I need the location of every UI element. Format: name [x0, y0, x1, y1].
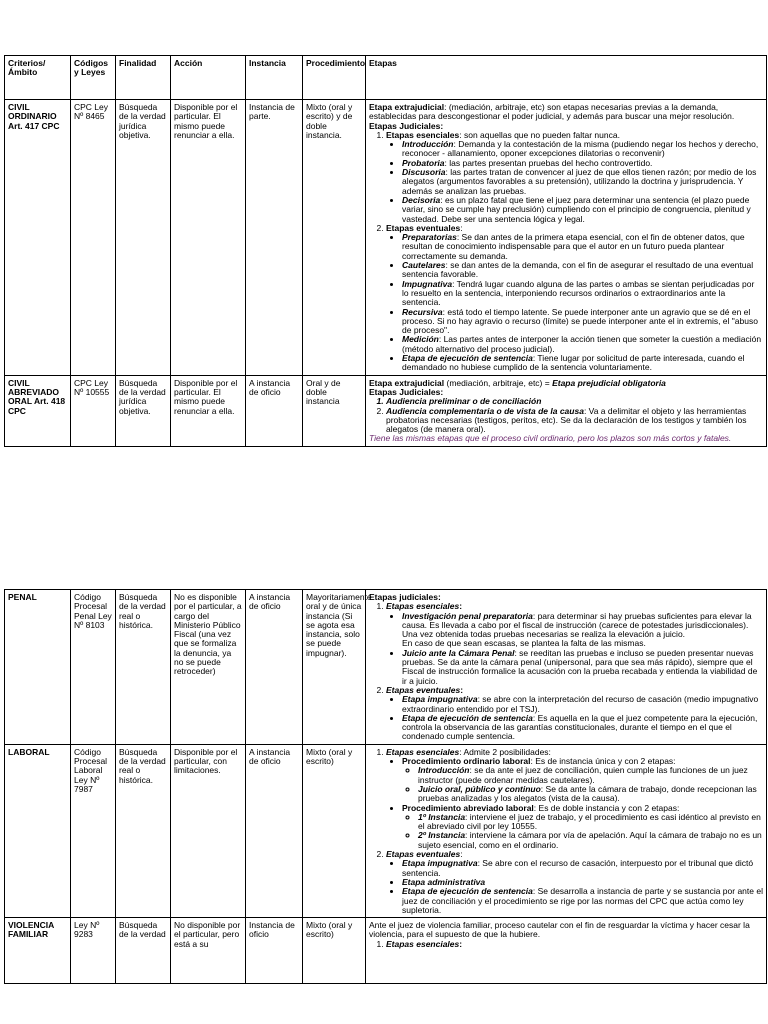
ambito-cell: CIVIL ABREVIADO ORAL Art. 418 CPC	[5, 375, 71, 446]
etapas-cell	[366, 744, 767, 917]
instancia-cell: A instancia de oficio	[246, 744, 303, 917]
finalidad-cell: Búsqueda de la verdad jurídica objetiva.	[116, 100, 171, 376]
list-item: • Medición: Las partes antes de interponer la acción tienen que someter la cuestión a mediación (método alternativo del proceso judicial).	[402, 335, 763, 354]
header-finalidad: Finalidad	[116, 56, 171, 100]
row-civil-abreviado	[5, 375, 767, 446]
list-item: ◦ 2º Instancia: interviene la cámara por vía de apelación. Aquí la cámara de trabajo no es un sujeto esencial, como en el ordinario.	[418, 831, 763, 850]
row-penal	[5, 590, 767, 745]
header-accion: Acción	[171, 56, 246, 100]
procedimiento-cell: Mixto (oral y escrito)	[303, 744, 366, 917]
codigo-cell: Código Procesal Laboral Ley Nº 7987	[71, 744, 116, 917]
ambito-cell: LABORAL	[5, 744, 71, 917]
instancia-cell: Instancia de oficio	[246, 918, 303, 984]
list-item: 1. Etapas esenciales:	[386, 940, 763, 949]
list-item: • Procedimiento abreviado laboral: Es de doble instancia y con 2 etapas: ◦ 1º Instancia: interviene el juez de trabajo, y el procedimiento es casi idéntico al previsto en el abreviado civil por ley 10555. ◦ 2º Instancia: interviene la cámara por vía de apelación. Aquí la cámara de trabajo no es un sujeto esencial, como en el ordinario.	[402, 804, 763, 850]
list-item: • Etapa de ejecución de sentencia: Se desarrolla a instancia de parte y se sustancia por ante el juez de conciliación y el procedimiento se rige por las normas del CPC que actúa como ley supletoria.	[402, 887, 763, 915]
list-item: 2. Etapas eventuales: • Etapa impugnativa: Se abre con el recurso de casación, interpuesto por el tribunal que dictó sentencia. • Etapa administrativa • Etapa de ejecución de sentencia: Se desarrolla a instancia de parte y se sustancia por ante el juez de conciliación y el procedimiento se rige por las normas del CPC que actúa como ley supletoria.	[386, 850, 763, 915]
etapas-cell	[366, 100, 767, 376]
etapas-cell: Etapas judiciales: 1. Etapas esenciales: • Investigación penal preparatoria: para determinar si hay pruebas suficientes para elevar la causa. Es llevada a cabo por el fiscal de instrucción (carece de potestades jurisdiccionales). Una vez obtenida todas pruebas necesarias se realiza la elevación a juicio. En caso de que sean escasas, se plantea la falta de las mismas. • Juicio ante la Cámara Penal: se reeditan las pruebas e incluso se pueden presentar nuevas pruebas. Se da ante la cámara penal (unipersonal, para que sea más rápido), siempre que el Fiscal de instrucción formalice la acusación con la prueba recabada y entienda la viabilidad de ir a juicio. 2. Etapas eventuales: • Etapa impugnativa: se abre con la interpretación del recurso de casación (medio impugnativo extraordinario entendido por el TSJ). • Etapa de ejecución de sentencia: Es aquella en la que el juez competente para la ejecución, controla la observancia de las garantías constitucionales, durante el tiempo en el que el condenado cumple sentencia.	[366, 590, 767, 745]
etapas-list	[369, 397, 763, 434]
list-item: • Probatoria: las partes presentan pruebas del hecho controvertido.	[402, 159, 763, 168]
list-item: • Recursiva: está todo el tiempo latente. Se puede interponer ante un agravio que se dé en el proceso. Si no hay agravio o recurso (límite) se puede interponer ante el in extremis, el "abuso de proceso".	[402, 308, 763, 336]
list-item: • Etapa de ejecución de sentencia: Tiene lugar por solicitud de parte interesada, cuando el demandado no hubiese cumplido de la sentencia voluntariamente.	[402, 354, 763, 373]
accion-cell: Disponible por el particular, con limitaciones.	[171, 744, 246, 917]
codigo-cell: Código Procesal Penal Ley Nº 8103	[71, 590, 116, 745]
list-item: 1. Etapas esenciales: Admite 2 posibilidades: • Procedimiento ordinario laboral: Es de instancia única y con 2 etapas: ◦ Introducción: se da ante el juez de conciliación, quien cumple las funciones de un juez instructor (puede ordenar medidas cautelares). ◦ Juicio oral, público y continuo: Se da ante la cámara de trabajo, donde recepcionan las pruebas analizadas y los alegatos (vista de la causa). • Procedimiento abreviado laboral: Es de doble instancia y con 2 etapas: ◦ 1º Instancia: interviene el juez de trabajo, y el procedimiento es casi idéntico al previsto en el abreviado civil por ley 10555. ◦ 2º Instancia: interviene la cámara por vía de apelación. Aquí la cámara de trabajo no es un sujeto esencial, como en el ordinario.	[386, 748, 763, 850]
ambito-cell: VIOLENCIA FAMILIAR	[5, 918, 71, 984]
accion-cell: Disponible por el particular. El mismo puede renunciar a ella.	[171, 375, 246, 446]
header-procedimiento: Procedimiento	[303, 56, 366, 100]
list-item: • Procedimiento ordinario laboral: Es de instancia única y con 2 etapas: ◦ Introducción: se da ante el juez de conciliación, quien cumple las funciones de un juez instructor (puede ordenar medidas cautelares). ◦ Juicio oral, público y continuo: Se da ante la cámara de trabajo, donde recepcionan las pruebas analizadas y los alegatos (vista de la causa).	[402, 757, 763, 803]
instancia-cell: Instancia de parte.	[246, 100, 303, 376]
procedimiento-cell: Mixto (oral y escrito) y de doble instancia.	[303, 100, 366, 376]
accion-cell: No disponible por el particular, pero está a su	[171, 918, 246, 984]
list-item: • Discusoria: las partes tratan de convencer al juez de que ellos tienen razón; por medio de los alegatos (argumentos favorables a su pretensión), utilizando la doctrina y jurisprudencia. Y además se analizan las pruebas.	[402, 168, 763, 196]
list-item: 1. Etapas esenciales: son aquellas que no pueden faltar nunca. • Introducción: Demanda y la contestación de la misma (pudiendo negar los hechos y derecho, reconocer - allanamiento, oponer excepciones dilatorias o reconvenir) • Probatoria: las partes presentan pruebas del hecho controvertido. • Discusoria: las partes tratan de convencer al juez de que ellos tienen razón; por medio de los alegatos (argumentos favorables a su pretensión), utilizando la doctrina y jurisprudencia. Y además se analizan las pruebas. • Decisoria: es un plazo fatal que tiene el juez para determinar una sentencia (el plazo puede variar, sino se cumple hay preclusión) cumpliendo con el principio de congruencia, plenitud y vastedad. Debe ser una sentencia lógica y legal.	[386, 131, 763, 224]
list-item: ◦ Juicio oral, público y continuo: Se da ante la cámara de trabajo, donde recepcionan las pruebas analizadas y los alegatos (vista de la causa).	[418, 785, 763, 804]
header-ambito: Criterios/ Ámbito	[5, 56, 71, 100]
list-item: ◦ Introducción: se da ante el juez de conciliación, quien cumple las funciones de un juez instructor (puede ordenar medidas cautelares).	[418, 766, 763, 785]
header-codigos: Códigos y Leyes	[71, 56, 116, 100]
etapas-list	[369, 940, 763, 949]
list-item: • Etapa impugnativa: Se abre con el recurso de casación, interpuesto por el tribunal que dictó sentencia.	[402, 859, 763, 878]
ambito-cell: PENAL	[5, 590, 71, 745]
codigo-cell: Ley Nº 9283	[71, 918, 116, 984]
header-row	[5, 56, 767, 100]
instancia-cell: A instancia de oficio	[246, 375, 303, 446]
list-item: • Etapa impugnativa: se abre con la interpretación del recurso de casación (medio impugnativo extraordinario entendido por el TSJ).	[402, 695, 763, 714]
etapas-cell: Etapa extrajudicial (mediación, arbitraje, etc) = Etapa prejudicial obligatoria Etapas Judiciales: 1. Audiencia preliminar o de conciliación 2. Audiencia complementaria o de vista de la causa: Va a delimitar el objeto y las herramientas probatorias necesarias (testigos, peritos, etc). Se da la declaración de los testigos y también los alegatos (de manera oral). Tiene las mismas etapas que el proceso civil ordinario, pero los plazos son más cortos y fatales.	[366, 375, 767, 446]
list-item: • Etapa de ejecución de sentencia: Es aquella en la que el juez competente para la ejecución, controla la observancia de las garantías constitucionales, durante el tiempo en el que el condenado cumple sentencia.	[402, 714, 763, 742]
list-item: • Juicio ante la Cámara Penal: se reeditan las pruebas e incluso se pueden presentar nuevas pruebas. Se da ante la cámara penal (unipersonal, para que sea más rápido), siempre que el Fiscal de instrucción formalice la acusación con la prueba recabada y entienda la viabilidad de ir a juicio.	[402, 649, 763, 686]
list-item: 1. Audiencia preliminar o de conciliación	[386, 397, 763, 406]
row-laboral	[5, 744, 767, 917]
header-etapas: Etapas	[366, 56, 767, 100]
judiciales-title: Etapas Judiciales:	[369, 120, 444, 131]
row-violencia	[5, 918, 767, 984]
etapas-list	[369, 602, 763, 741]
header-instancia: Instancia	[246, 56, 303, 100]
extra-text: : (mediación, arbitraje, etc) son etapas necesarias previas a la demanda, establecidas para descongestionar el poder judicial, y además para buscar una mejor resolución.	[369, 102, 735, 122]
etapas-list	[369, 131, 763, 373]
list-item: 2. Etapas eventuales: • Preparatorias: Se dan antes de la primera etapa esencial, con el fin de obtener datos, que resultan de conocimiento indispensable para que el autor en un futuro pueda plantear correctamente su demanda. • Cautelares: se dan antes de la demanda, con el fin de asegurar el resultado de una eventual sentencia favorable. • Impugnativa: Tendrá lugar cuando alguna de las partes o ambas se sientan perjudicadas por lo resuelto en la sentencia, interponiendo recursos ordinarios o extraordinarios ante la sentencia. • Recursiva: está todo el tiempo latente. Se puede interponer ante un agravio que se dé en el proceso. Si no hay agravio o recurso (límite) se puede interponer ante el in extremis, el "abuso de proceso". • Medición: Las partes antes de interponer la acción tienen que someter la cuestión a mediación (método alternativo del proceso judicial). • Etapa de ejecución de sentencia: Tiene lugar por solicitud de parte interesada, cuando el demandado no hubiese cumplido de la sentencia voluntariamente.	[386, 224, 763, 373]
list-item: • Introducción: Demanda y la contestación de la misma (pudiendo negar los hechos y derecho, reconocer - allanamiento, oponer excepciones dilatorias o reconvenir)	[402, 140, 763, 159]
list-item: • Cautelares: se dan antes de la demanda, con el fin de asegurar el resultado de una eventual sentencia favorable.	[402, 261, 763, 280]
list-item: • Etapa administrativa	[402, 878, 763, 887]
extra-title: Etapa extrajudicial	[369, 102, 445, 112]
finalidad-cell: Búsqueda de la verdad real o histórica.	[116, 744, 171, 917]
row-civil-ordinario	[5, 100, 767, 376]
ambito-cell: CIVIL ORDINARIO Art. 417 CPC	[5, 100, 71, 376]
note-text: Tiene las mismas etapas que el proceso civil ordinario, pero los plazos son más cortos y fatales.	[369, 433, 732, 444]
list-item: • Impugnativa: Tendrá lugar cuando alguna de las partes o ambas se sientan perjudicadas por lo resuelto en la sentencia, interponiendo recursos ordinarios o extraordinarios ante la sentencia.	[402, 280, 763, 308]
etapas-list	[369, 748, 763, 915]
penal-laboral-table	[4, 589, 767, 984]
instancia-cell: A instancia de oficio	[246, 590, 303, 745]
accion-cell: No es disponible por el particular, a cargo del Ministerio Público Fiscal (una vez que se formaliza la denuncia, ya no se puede retroceder)	[171, 590, 246, 745]
list-item: • Decisoria: es un plazo fatal que tiene el juez para determinar una sentencia (el plazo puede variar, sino se cumple hay preclusión) cumpliendo con el principio de congruencia, plenitud y vastedad. Debe ser una sentencia lógica y legal.	[402, 196, 763, 224]
civil-table	[4, 55, 767, 447]
list-item: ◦ 1º Instancia: interviene el juez de trabajo, y el procedimiento es casi idéntico al previsto en el abreviado civil por ley 10555.	[418, 813, 763, 832]
procedimiento-cell: Mixto (oral y escrito)	[303, 918, 366, 984]
finalidad-cell: Búsqueda de la verdad real o histórica.	[116, 590, 171, 745]
list-item: 1. Etapas esenciales: • Investigación penal preparatoria: para determinar si hay pruebas suficientes para elevar la causa. Es llevada a cabo por el fiscal de instrucción (carece de potestades jurisdiccionales). Una vez obtenida todas pruebas necesarias se realiza la elevación a juicio. En caso de que sean escasas, se plantea la falta de las mismas. • Juicio ante la Cámara Penal: se reeditan las pruebas e incluso se pueden presentar nuevas pruebas. Se da ante la cámara penal (unipersonal, para que sea más rápido), siempre que el Fiscal de instrucción formalice la acusación con la prueba recabada y entienda la viabilidad de ir a juicio.	[386, 602, 763, 686]
list-item: • Investigación penal preparatoria: para determinar si hay pruebas suficientes para elevar la causa. Es llevada a cabo por el fiscal de instrucción (carece de potestades jurisdiccionales). Una vez obtenida todas pruebas necesarias se realiza la elevación a juicio. En caso de que sean escasas, se plantea la falta de las mismas.	[402, 612, 763, 649]
list-item: 2. Etapas eventuales: • Etapa impugnativa: se abre con la interpretación del recurso de casación (medio impugnativo extraordinario entendido por el TSJ). • Etapa de ejecución de sentencia: Es aquella en la que el juez competente para la ejecución, controla la observancia de las garantías constitucionales, durante el tiempo en el que el condenado cumple sentencia.	[386, 686, 763, 742]
list-item: 2. Audiencia complementaria o de vista de la causa: Va a delimitar el objeto y las herramientas probatorias necesarias (testigos, peritos, etc). Se da la declaración de los testigos y también los alegatos (de manera oral).	[386, 407, 763, 435]
accion-cell: Disponible por el particular. El mismo puede renunciar a ella.	[171, 100, 246, 376]
procedimiento-cell: Mayoritariamente oral y de única instancia (Si se agota esa instancia, solo se puede impugnar).	[303, 590, 366, 745]
codigo-cell: CPC Ley Nº 10555	[71, 375, 116, 446]
finalidad-cell: Búsqueda de la verdad jurídica objetiva.	[116, 375, 171, 446]
list-item: • Preparatorias: Se dan antes de la primera etapa esencial, con el fin de obtener datos, que resultan de conocimiento indispensable para que el autor en un futuro pueda plantear correctamente su demanda.	[402, 233, 763, 261]
etapas-cell: Ante el juez de violencia familiar, proceso cautelar con el fin de resguardar la víctima y hacer cesar la violencia, para el supuesto de que la hubiere. 1. Etapas esenciales:	[366, 918, 767, 984]
procedimiento-cell: Oral y de doble instancia	[303, 375, 366, 446]
finalidad-cell: Búsqueda de la verdad	[116, 918, 171, 984]
codigo-cell: CPC Ley Nº 8465	[71, 100, 116, 376]
